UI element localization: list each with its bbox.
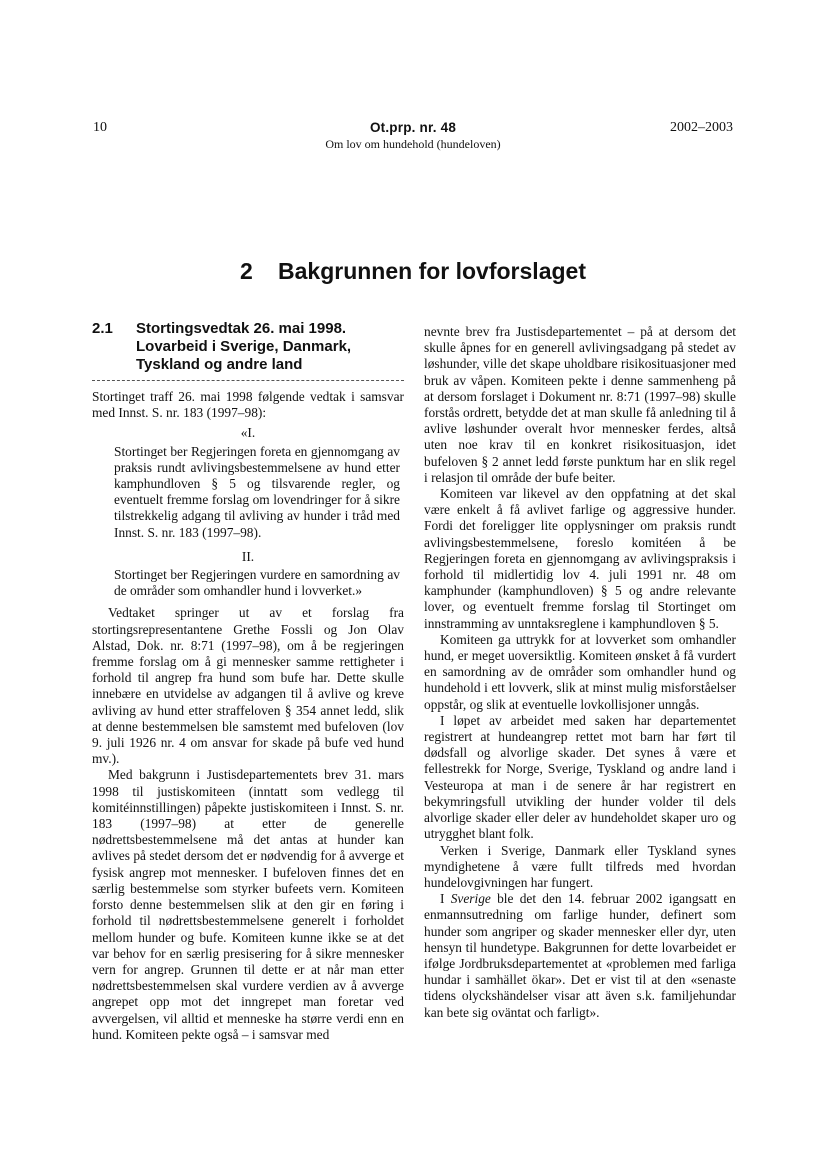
- chapter-number: 2: [240, 258, 253, 284]
- body-paragraph: Komiteen ga uttrykk for at lovverket som omhandler hund, er meget uoversiktlig. Komiteen ønsket å få vurdert en samordning av de områder som omhandler hund og hundehold i ett lovverk, slik at minst mulig misforståelser oppstår, og slik at eventuelle lovkollisjoner unngås.: [424, 631, 736, 712]
- resolution-numeral-1: «I.: [240, 425, 256, 441]
- right-column: [424, 324, 736, 1021]
- chapter-title: Bakgrunnen for lovforslaget: [278, 258, 586, 284]
- body-paragraph: I løpet av arbeidet med saken har departementet registrert at hundeangrep rettet mot barn har ført til dødsfall og alvorlige skader. Det synes å være et fellestrekk for Norge, Sverige, Tyskland og andre land i Vesteuropa at man i de senere år har registrert en bekymringsfull utvikling der hunder volder til dels alvorlige skader eller deler av hundeholdet skaper uro og utrygghet blant folk.: [424, 712, 736, 842]
- section-divider: [92, 380, 404, 381]
- document-years: 2002–2003: [670, 120, 733, 135]
- chapter-heading: [240, 258, 586, 285]
- resolution-quote-1: Stortinget ber Regjeringen foreta en gjennomgang av praksis rundt avlivingsbestemmelsene av hund etter kamphundloven § 5 og tilsvarende regler, og eventuelt fremme forslag om lovendringer for å sikre tilstrekkelig adgang til avliving av hunder i tråd med Innst. S. nr. 183 (1997–98).: [114, 443, 400, 540]
- body-paragraph: [424, 891, 736, 1021]
- body-paragraph: Komiteen var likevel av den oppfatning at det skal være enkelt å få avlivet farlige og aggressive hunder. Fordi det foreligger lite opplysninger om praksis rundt avlivingsbestemmelsene, foreslo komitéen å be Regjeringen foreta en gjennomgang av avlivingspraksis i forhold til midlertidig lov 4. juli 1991 nr. 48 om kamphunder (kamphundloven) § 5 og andre relevante lover, og eventuelt fremme forslag til Stortinget om innstramming av unntaksreglene i kamphundloven § 5.: [424, 486, 736, 631]
- country-name: Sverige: [450, 891, 491, 907]
- body-paragraph: Verken i Sverige, Danmark eller Tyskland synes myndighetene å være fullt tilfreds med hvordan hundelovgivningen har fungert.: [424, 842, 736, 890]
- section-number: 2.1: [92, 320, 113, 337]
- resolution-numeral-2: II.: [241, 548, 255, 564]
- section-title-line: Tyskland og andre land: [136, 356, 303, 373]
- section-title-line: Lovarbeid i Sverige, Danmark,: [136, 338, 352, 355]
- section-title-line: Stortingsvedtak 26. mai 1998.: [136, 320, 347, 337]
- body-paragraph: Med bakgrunn i Justisdepartementets brev 31. mars 1998 til justiskomiteen (inntatt som vedlegg til komitéinnstillingen) påpekte justiskomiteen i Innst. S. nr. 183 (1997–98) at etter de generelle nødrettsbestemmelsene må det antas at hunder kan avlives på stedet dersom det er nødvendig for å avverge et fysisk angrep mot mennesker. I bufeloven finnes det en særlig bestemmelse som styrker bufeets vern. Komiteen forsto denne bestemmelsen slik at den gir en føring i forhold til nødrettsbestemmelsene generelt i forholdet mellom hunder og bufe. Komiteen kunne ikke se at det var behov for en særlig presisering for å sikre mennesker vern for angrep. Grunnen til dette er at når man etter nødrettsbestemmelsen skal vurdere verdien av å avverge angrepet opp mot det inngrepet man foretar ved avvergelsen, vil alltid et menneske ha større verdi enn en hund. Komiteen pekte også – i samsvar med: [92, 767, 404, 1042]
- intro-paragraph: Stortinget traff 26. mai 1998 følgende vedtak i samsvar med Innst. S. nr. 183 (1997–98):: [92, 389, 404, 421]
- document-subtitle: Om lov om hundehold (hundeloven): [325, 137, 501, 151]
- page-number: 10: [93, 120, 107, 135]
- text-run: ble det den 14. februar 2002 igangsatt en enmannsutredning om farlige hunder, definert som hunder som angriper og skader mennesker eller dyr, uten hensyn til hundetype. Bakgrunnen for dette lovarbeidet er ifølge Jordbruksdepartementet at «problemen med farliga hundar i samhället ökar». Det er vist til at den «senaste tidens olyckshändelser visar att även s.k. familjehundar kan bete sig oväntat och farligt».: [424, 891, 736, 1020]
- left-column: [92, 320, 404, 1043]
- resolution-quote-2: Stortinget ber Regjeringen vurdere en samordning av de områder som omhandler hund i lovverket.»: [114, 567, 400, 599]
- section-heading: [92, 320, 404, 374]
- body-paragraph: nevnte brev fra Justisdepartementet – på at dersom det skulle åpnes for en generell avlivingsadgang på stedet av løshunder, ville det skape uholdbare risikosituasjoner med bruk av våpen. Komiteen pekte i denne sammenheng på at dersom forslaget i Dokument nr. 8:71 (1997–98) skulle forstås ordrett, betydde det at man skulle få anledning til å avlive løshunder overalt hvor mennesker ferdes, altså uten noe krav til en konkret risikosituasjon, idet bufeloven § 2 annet ledd første punktum har en slik regel i relasjon til område der bufe beiter.: [424, 324, 736, 485]
- document-title: Ot.prp. nr. 48: [369, 120, 457, 135]
- text-run: I: [440, 891, 451, 907]
- body-paragraph: Vedtaket springer ut av et forslag fra stortingsrepresentantene Grethe Fossli og Jon Olav Alstad, Dok. nr. 8:71 (1997–98), om å be regjeringen fremme forslag om å gi mennesker samme rettigheter i forhold til angrep fra hund som bufe har. Dette skulle innebære en utvidelse av adgangen til å avlive og kreve avliving av hund etter straffeloven § 354 annet ledd, slik at denne bestemmelsen ble samstemt med bufeloven (lov 9. juli 1926 nr. 4 om ansvar for skade på bufe ved hund mv.).: [92, 605, 404, 767]
